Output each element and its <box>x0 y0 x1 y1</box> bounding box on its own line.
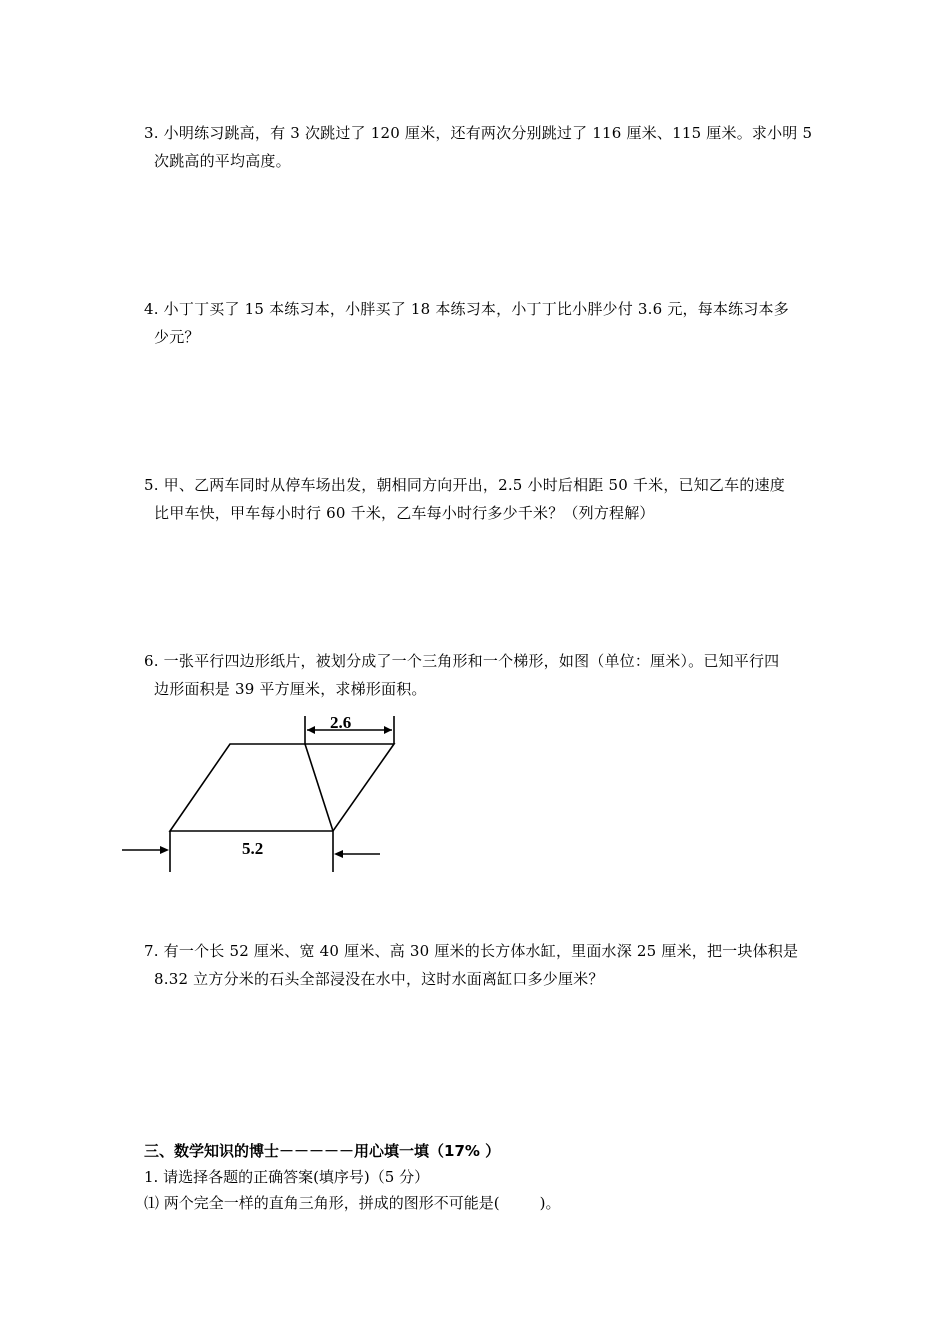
section-3-heading: 三、数学知识的博士－－－－－用心填一填（17% ） <box>144 1142 501 1160</box>
parallelogram-figure <box>110 700 410 890</box>
top-dim-arrow-left <box>307 726 315 734</box>
item1-1-suffix: )。 <box>539 1194 561 1212</box>
question-3 <box>144 119 814 175</box>
divider-line <box>305 744 333 831</box>
question-7-line1: 7. 有一个长 52 厘米、宽 40 厘米、高 30 厘米的长方体水缸，里面水深 25 厘米，把一块体积是 <box>144 942 799 960</box>
question-4-line1: 4. 小丁丁买了 15 本练习本，小胖买了 18 本练习本，小丁丁比小胖少付 3.6 元，每本练习本多 <box>144 300 789 318</box>
question-4 <box>144 295 814 351</box>
bottom-arrow-left-head <box>160 846 169 854</box>
top-dim-label: 2.6 <box>330 713 352 732</box>
question-6 <box>144 647 814 703</box>
section-3-item1-1 <box>144 1190 824 1216</box>
section-3 <box>144 1138 824 1216</box>
item1-1-prefix: ⑴ 两个完全一样的直角三角形，拼成的图形不可能是( <box>144 1194 500 1212</box>
section-3-item1: 1. 请选择各题的正确答案(填序号)（5 分） <box>144 1168 430 1186</box>
question-5-line2: 比甲车快，甲车每小时行 60 千米，乙车每小时行多少千米？（列方程解） <box>154 504 655 522</box>
bottom-dim-label: 5.2 <box>242 839 264 858</box>
question-7 <box>144 937 814 993</box>
parallelogram-shape <box>170 744 394 831</box>
question-6-line2: 边形面积是 39 平方厘米，求梯形面积。 <box>154 680 427 698</box>
question-6-line1: 6. 一张平行四边形纸片，被划分成了一个三角形和一个梯形，如图（单位：厘米）。已知平行四 <box>144 652 780 670</box>
question-4-line2: 少元？ <box>154 328 200 346</box>
question-5-line1: 5. 甲、乙两车同时从停车场出发，朝相同方向开出，2.5 小时后相距 50 千米，已知乙车的速度 <box>144 476 785 494</box>
top-dim-arrow-right <box>384 726 392 734</box>
parallelogram-diagram <box>110 700 410 890</box>
question-5 <box>144 471 814 527</box>
question-3-line1: 3. 小明练习跳高，有 3 次跳过了 120 厘米，还有两次分别跳过了 116 厘米、115 厘米。求小明 5 <box>144 124 813 142</box>
question-3-line2: 次跳高的平均高度。 <box>154 152 291 170</box>
question-7-line2: 8.32 立方分米的石头全部浸没在水中，这时水面离缸口多少厘米？ <box>154 970 604 988</box>
bottom-arrow-right-head <box>334 850 343 858</box>
